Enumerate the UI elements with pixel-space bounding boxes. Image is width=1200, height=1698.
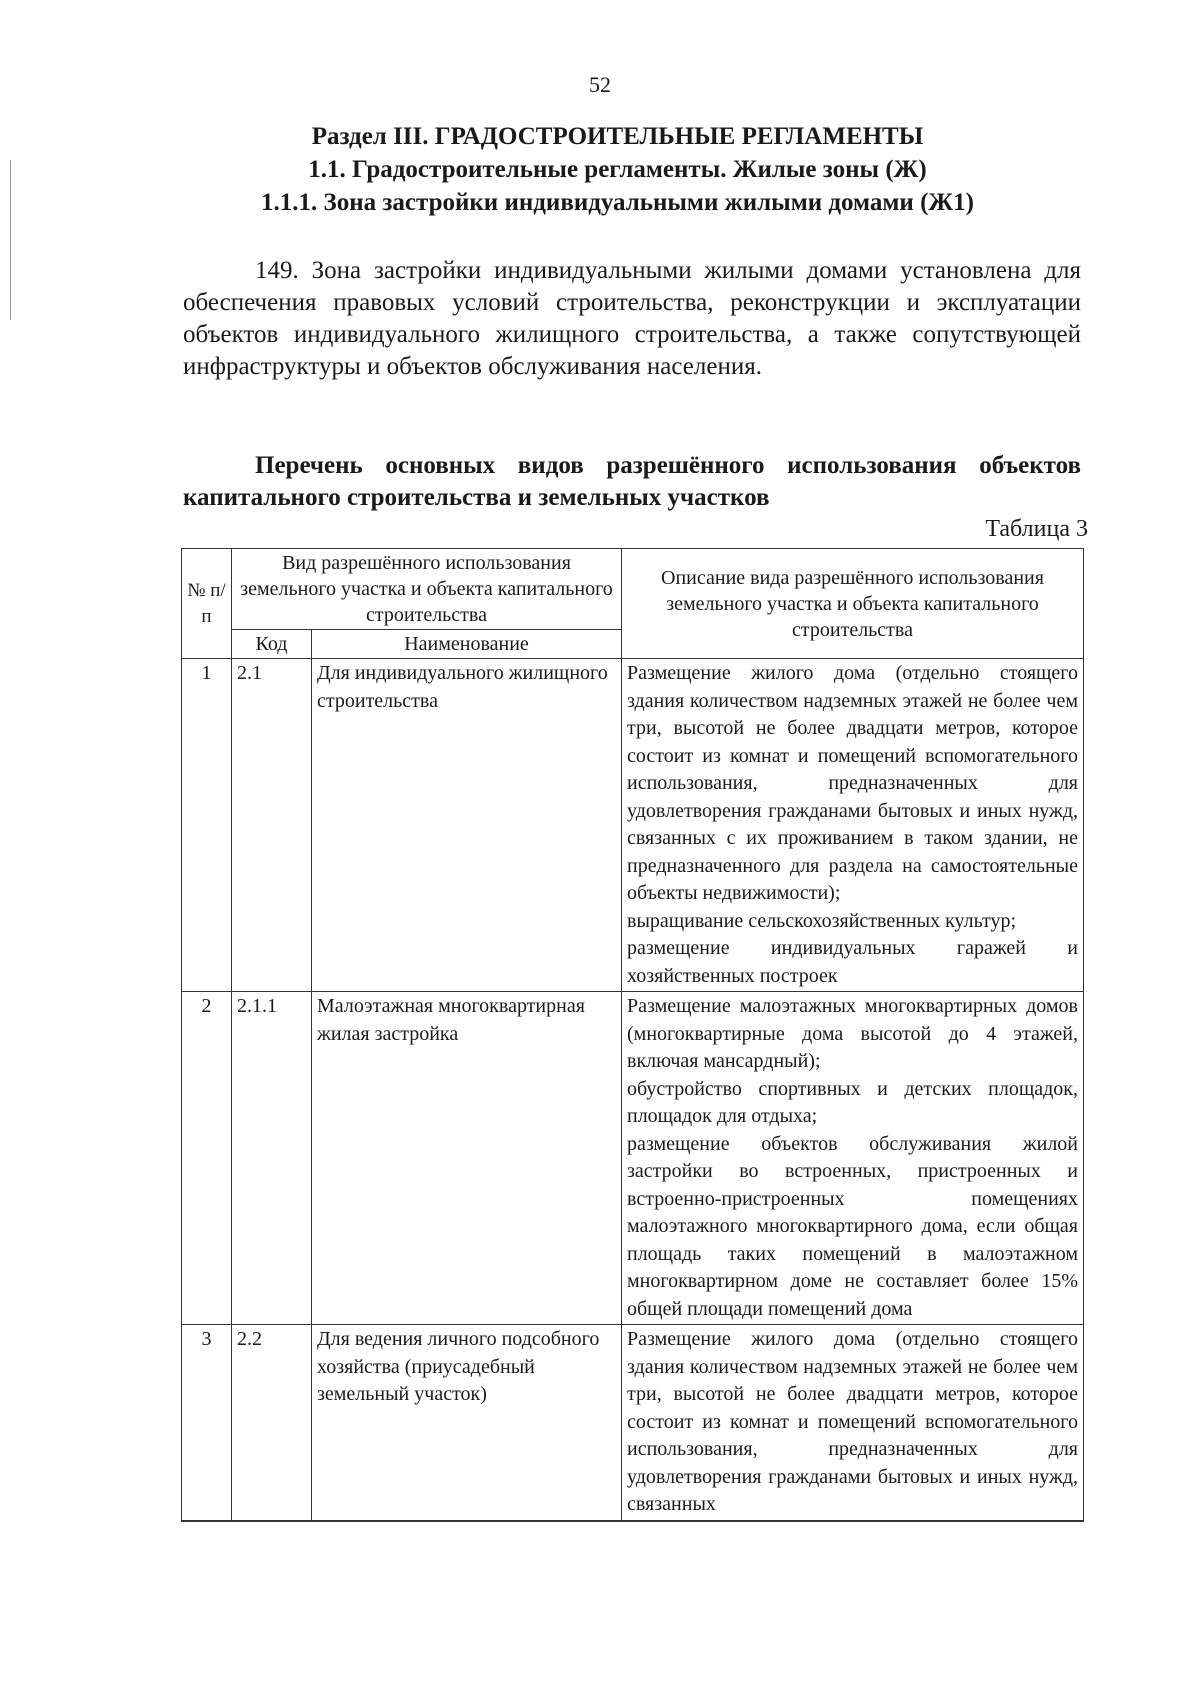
table-row xyxy=(182,992,1084,1325)
description-line: обустройство спортивных и детских площадок, площадок для отдыха; xyxy=(627,1077,1078,1127)
row-num: 1 xyxy=(182,659,232,992)
row-code: 2.1.1 xyxy=(232,992,312,1325)
scan-edge-mark xyxy=(10,160,11,320)
row-name: Для ведения личного подсобного хозяйства (приусадебный земельный участок) xyxy=(312,1325,622,1521)
row-code: 2.1 xyxy=(232,659,312,992)
row-num: 3 xyxy=(182,1325,232,1521)
zone-paragraph: 149. Зона застройки индивидуальными жилыми домами установлена для обеспечения правовых условий строительства, реконструкции и эксплуатации объектов индивидуального жилищного строительства, а также сопутствующей инфраструктуры и объектов обслуживания населения. xyxy=(183,257,1081,380)
table-row xyxy=(182,1325,1084,1521)
header-name: Наименование xyxy=(312,630,622,659)
description-line: выращивание сельскохозяйственных культур; xyxy=(627,909,1017,932)
subsection-heading: 1.1. Градостроительные регламенты. Жилые зоны (Ж) xyxy=(308,156,927,183)
page-number: 52 xyxy=(589,72,611,97)
header-kind: Вид разрешённого использования земельного участка и объекта капитального строительства xyxy=(232,549,622,630)
row-code: 2.2 xyxy=(232,1325,312,1521)
row-name: Для индивидуального жилищного строительства xyxy=(312,659,622,992)
row-description xyxy=(622,1325,1084,1521)
regulations-table xyxy=(181,548,1084,1522)
row-description xyxy=(622,659,1084,992)
header-code: Код xyxy=(232,630,312,659)
section-headings xyxy=(150,120,1085,219)
list-title: Перечень основных видов разрешённого использования объектов капитального строительства и земельных участков xyxy=(183,452,1081,511)
row-description xyxy=(622,992,1084,1325)
section-heading: Раздел III. ГРАДОСТРОИТЕЛЬНЫЕ РЕГЛАМЕНТЫ xyxy=(311,123,924,150)
table-caption: Таблица 3 xyxy=(985,516,1088,542)
description-line: размещение объектов обслуживания жилой застройки во встроенных, пристроенных и встроенно-пристроенных помещениях малоэтажного многоквартирного дома, если общая площадь таких помещений в малоэтажном многоквартирном доме не составляет более 15% общей площади помещений дома xyxy=(627,1132,1078,1320)
row-name: Малоэтажная многоквартирная жилая застройка xyxy=(312,992,622,1325)
header-description: Описание вида разрешённого использования земельного участка и объекта капитального строительства xyxy=(622,549,1084,659)
description-line: Размещение жилого дома (отдельно стоящего здания количеством надземных этажей не более чем три, высотой не более двадцати метров, которое состоит из комнат и помещений вспомогательного использования, предназначенных для удовлетворения гражданами бытовых и иных нужд, связанных xyxy=(627,1328,1078,1515)
description-line: Размещение жилого дома (отдельно стоящего здания количеством надземных этажей не более чем три, высотой не более двадцати метров, которое состоит из комнат и помещений вспомогательного использования, предназначенных для удовлетворения гражданами бытовых и иных нужд, связанных с их проживанием в таком здании, не предназначенного для раздела на самостоятельные объекты недвижимости); xyxy=(627,662,1078,904)
table-row xyxy=(182,659,1084,992)
zone-heading: 1.1.1. Зона застройки индивидуальными жилыми домами (Ж1) xyxy=(261,189,974,216)
description-line: размещение индивидуальных гаражей и хозяйственных построек xyxy=(627,937,1078,987)
description-line: Размещение малоэтажных многоквартирных домов (многоквартирные дома высотой до 4 этажей, включая мансардный); xyxy=(627,995,1078,1072)
header-num: № п/п xyxy=(182,549,232,659)
row-num: 2 xyxy=(182,992,232,1325)
